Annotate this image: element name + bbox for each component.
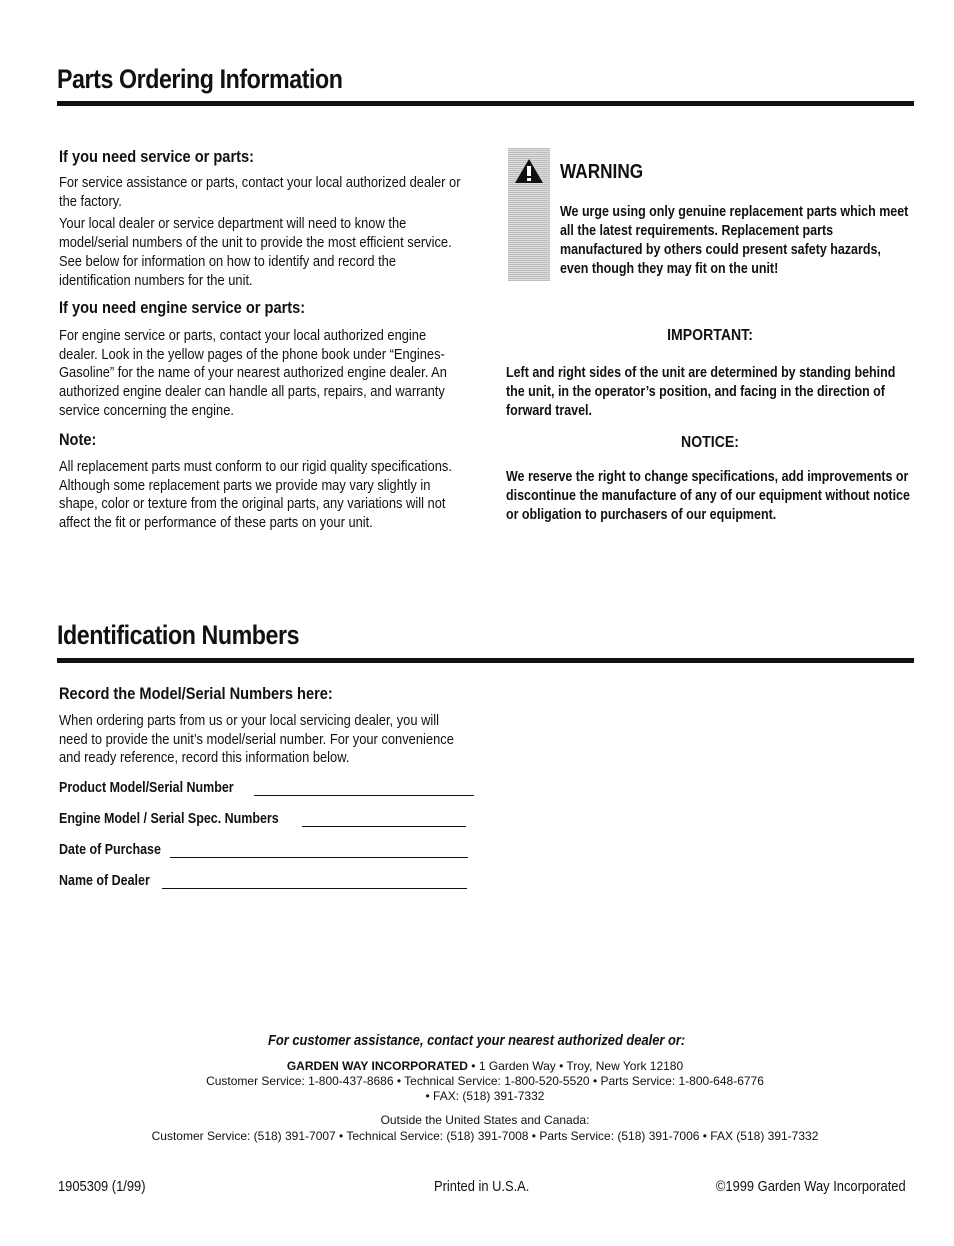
service-text — [59, 174, 463, 294]
copyright: ©1999 Garden Way Incorporated — [716, 1178, 906, 1195]
engine-serial-label: Engine Model / Serial Spec. Numbers — [59, 811, 279, 827]
record-text: When ordering parts from us or your local servicing dealer, you will need to provide the unit’s model/serial number. For your convenience and ready reference, record this information below. — [59, 712, 454, 767]
service-paragraph-1: For service assistance or parts, contact your local authorized dealer or the factory. — [59, 174, 461, 210]
title-rule — [57, 101, 914, 106]
company-address: • 1 Garden Way • Troy, New York 12180 — [467, 1059, 684, 1073]
printed-in: Printed in U.S.A. — [434, 1178, 530, 1195]
id-section-title: Identification Numbers — [57, 620, 300, 650]
product-serial-label: Product Model/Serial Number — [59, 780, 234, 796]
intl-phones: Customer Service: (518) 391-7007 • Technical Service: (518) 391-7008 • Parts Service: (518) 391-7006 • FAX (518) 391-7332 — [151, 1129, 819, 1143]
warning-text: We urge using only genuine replacement parts which meet all the latest requirements. Replacement parts manufactured by others could present safety hazards, even though they may fit on the unit! — [560, 204, 909, 277]
notice-heading: NOTICE: — [681, 434, 739, 451]
purchase-date-line[interactable] — [170, 857, 468, 858]
intl-label: Outside the United States and Canada: — [380, 1113, 590, 1127]
id-title-rule — [57, 658, 914, 663]
warning-title: WARNING — [560, 161, 644, 183]
note-heading: Note: — [59, 430, 97, 449]
contact-lead-text: For customer assistance, contact your nearest authorized dealer or: — [268, 1032, 686, 1049]
important-text: Left and right sides of the unit are determined by standing behind the unit, in the operator’s position, and facing in the direction of forward travel. — [506, 365, 896, 419]
us-phones: Customer Service: 1-800-437-8686 • Technical Service: 1-800-520-5520 • Parts Service: 1-800-648-6776 — [206, 1074, 764, 1088]
dealer-name-label: Name of Dealer — [59, 873, 150, 889]
us-fax: • FAX: (518) 391-7332 — [425, 1089, 545, 1103]
engine-heading: If you need engine service or parts: — [59, 298, 306, 317]
important-heading: IMPORTANT: — [667, 327, 753, 344]
product-serial-line[interactable] — [254, 795, 474, 796]
company-line — [0, 1059, 954, 1074]
note-text: All replacement parts must conform to our rigid quality specifications. Although some replacement parts we provide may vary slightly in shape, color or texture from the original parts, any variations will not affect the fit or performance of these parts on your unit. — [59, 458, 452, 532]
warning-triangle-icon — [514, 158, 544, 184]
purchase-date-label: Date of Purchase — [59, 842, 161, 858]
dealer-name-line[interactable] — [162, 888, 467, 889]
company-name: GARDEN WAY INCORPORATED — [286, 1059, 468, 1073]
parts-section-title: Parts Ordering Information — [57, 64, 343, 94]
notice-text: We reserve the right to change specifications, add improvements or discontinue the manufacture of any of our equipment without notice or obligation to purchasers of our equipment. — [506, 469, 910, 523]
contact-lead — [0, 1032, 954, 1049]
doc-number: 1905309 (1/99) — [58, 1178, 146, 1195]
record-heading: Record the Model/Serial Numbers here: — [59, 684, 333, 703]
warning-shaded-bar — [508, 148, 550, 281]
engine-serial-line[interactable] — [302, 826, 466, 827]
service-heading: If you need service or parts: — [59, 147, 255, 166]
engine-text: For engine service or parts, contact your local authorized engine dealer. Look in the yellow pages of the phone book under “Engines-Gasoline” for the name of your nearest authorized engine dealer. An authorized engine dealer can handle all parts, repairs, and warranty service concerning the engine. — [59, 327, 447, 419]
service-paragraph-2: Your local dealer or service department will need to know the model/serial numbers of the unit to provide the most efficient service. See below for information on how to identify and record the identification numbers for the unit. — [59, 215, 452, 289]
